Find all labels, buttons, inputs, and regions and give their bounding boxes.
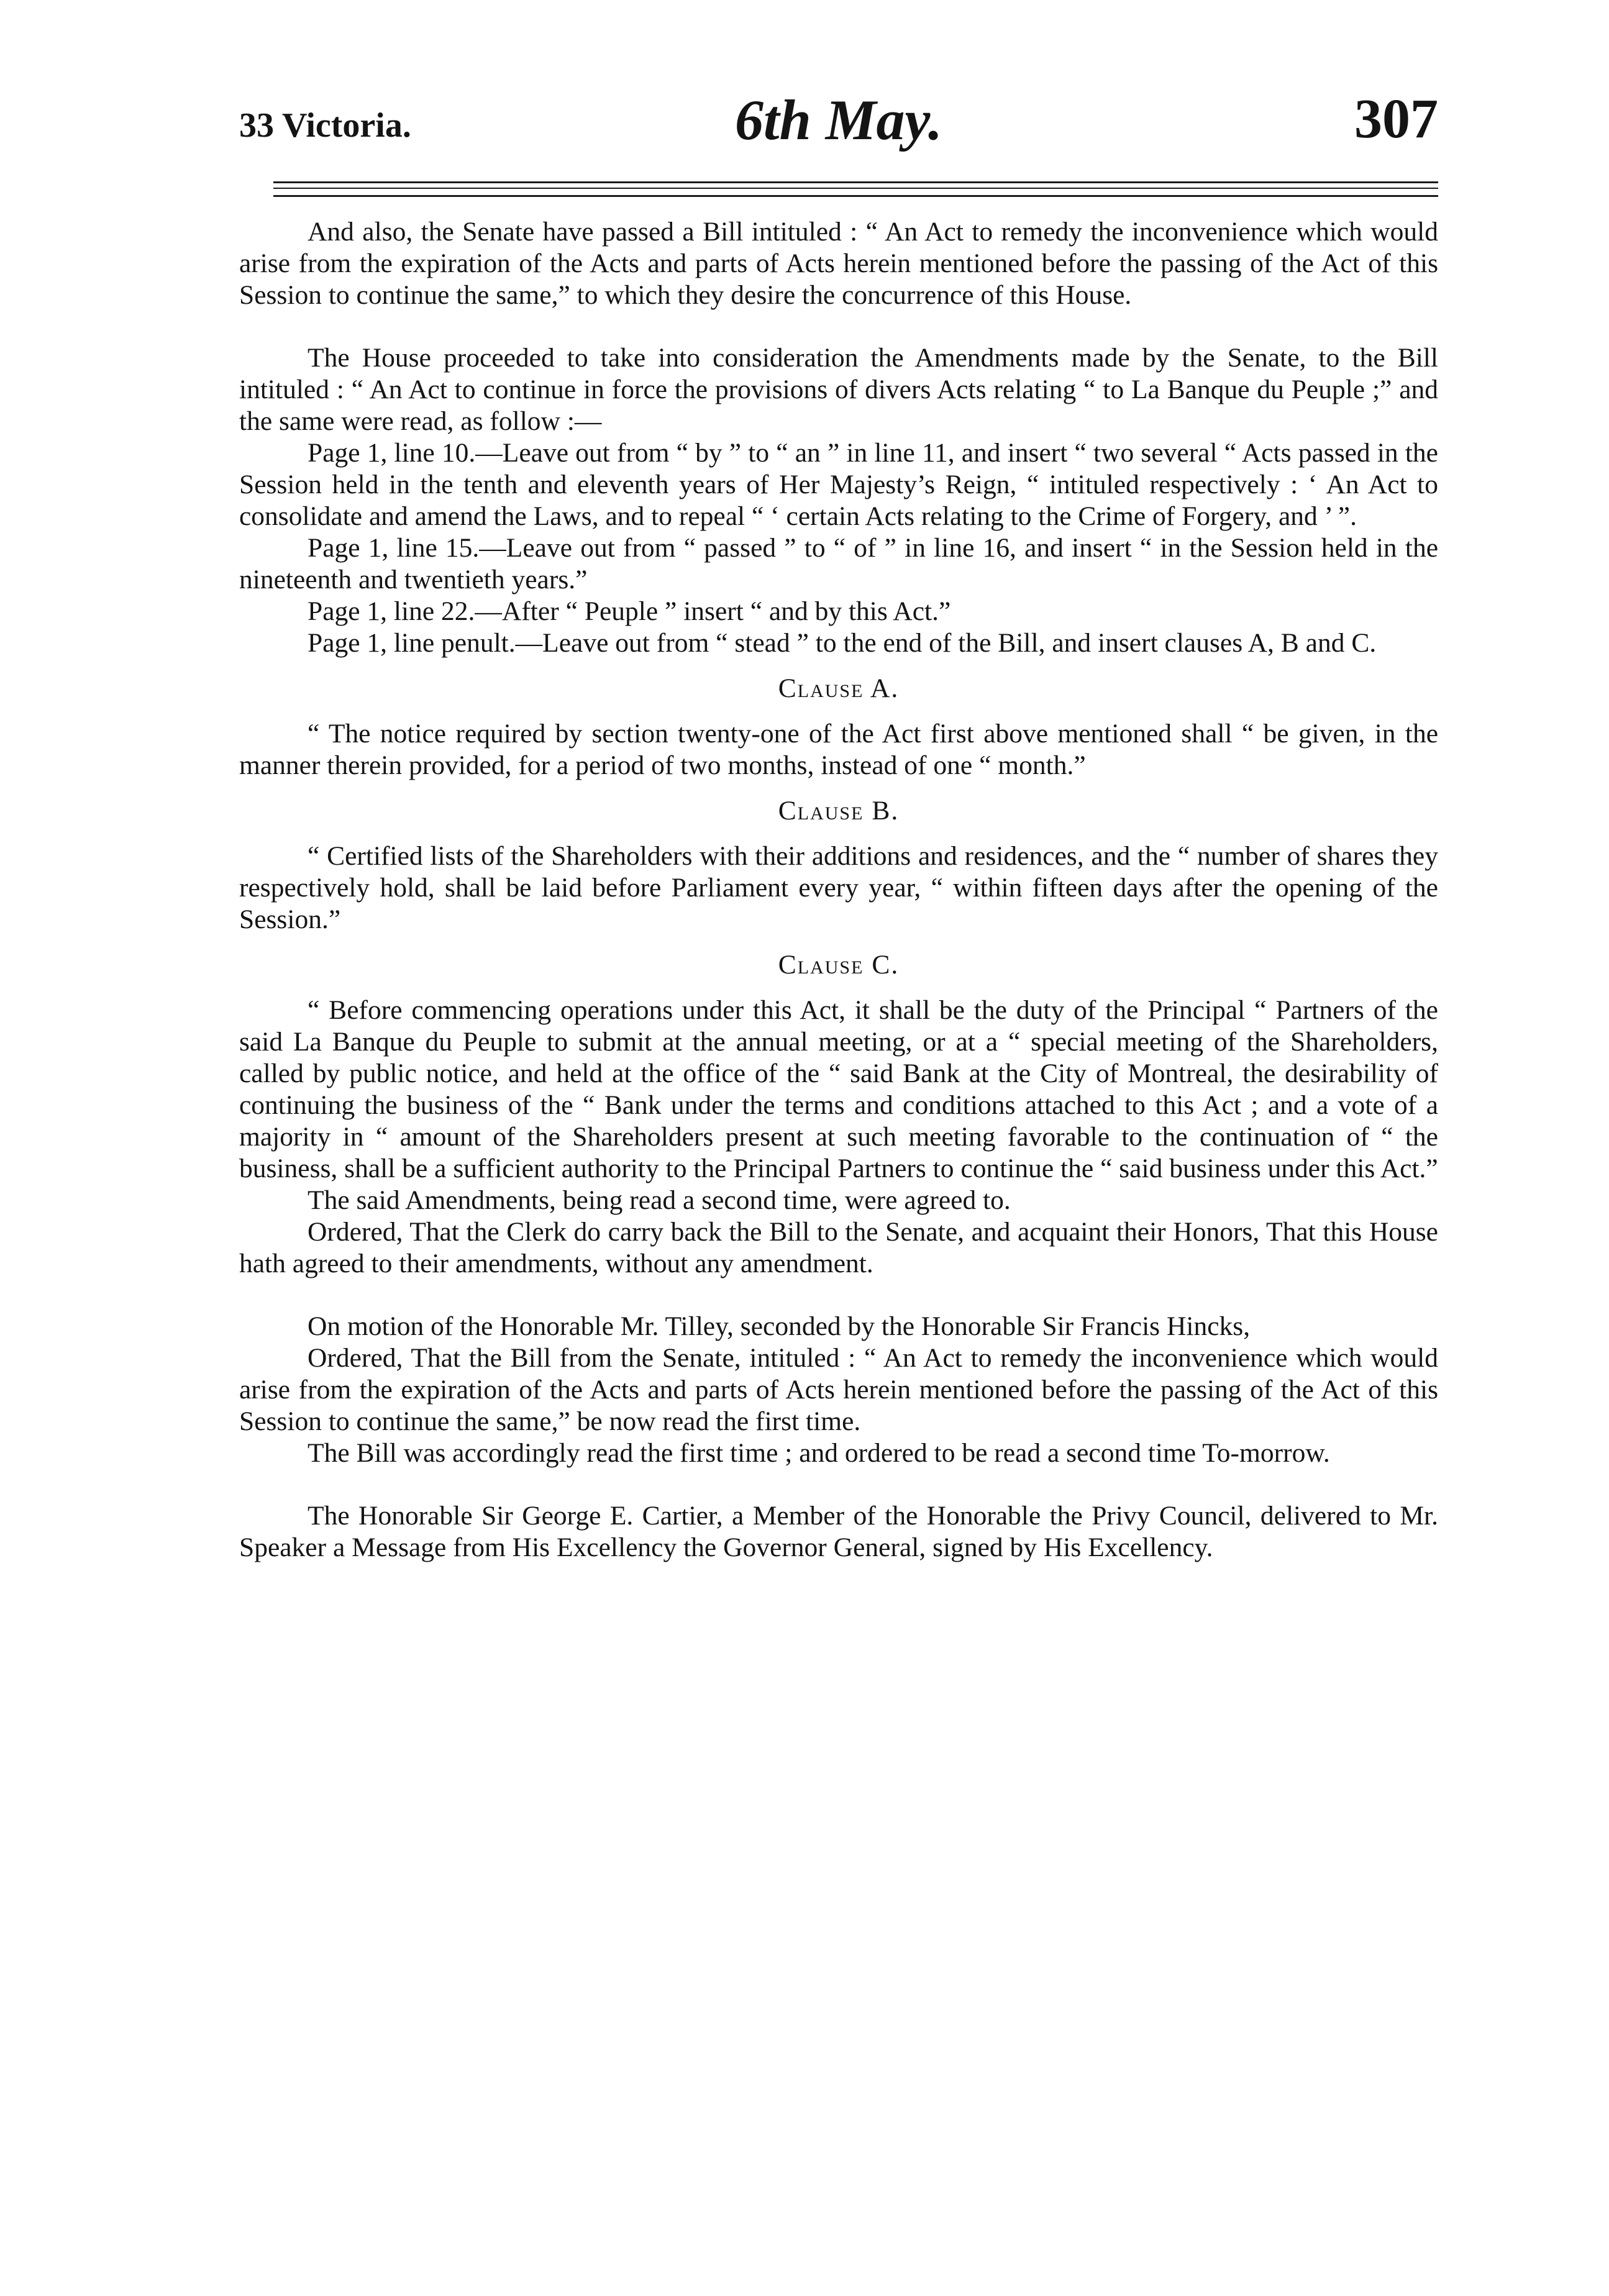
amendment-line-15: Page 1, line 15.—Leave out from “ passed ” to “ of ” in line 16, and insert “ in the Session held in the nineteenth and twentieth years.”	[239, 533, 1438, 594]
paragraph-senate-bill: And also, the Senate have passed a Bill intituled : “ An Act to remedy the inconvenience which would arise from the expiration of the Acts and parts of Acts herein mentioned before the passing of the Act of this Session to continue the same,” to which they desire the concurrence of this House.	[239, 217, 1438, 310]
paragraph-read-first-time: The Bill was accordingly read the first time ; and ordered to be read a second time To-morrow.	[308, 1438, 1330, 1468]
clause-a-heading: Clause A.	[778, 673, 900, 703]
amendment-line-22: Page 1, line 22.—After “ Peuple ” insert “ and by this Act.”	[308, 596, 951, 626]
paragraph-ordered-first-reading: Ordered, That the Bill from the Senate, intituled : “ An Act to remedy the inconvenience which would arise from the expiration of the Acts and parts of Acts herein mentioned before the passing of the Act of this Session to continue the same,” be now read the first time.	[239, 1343, 1438, 1436]
header-rule	[273, 181, 1438, 183]
regnal-year: 33 Victoria.	[239, 106, 411, 145]
paragraph-agreed: The said Amendments, being read a second time, were agreed to.	[308, 1185, 1011, 1215]
clause-c-text: “ Before commencing operations under this Act, it shall be the duty of the Principal “ Partners of the said La Banque du Peuple to submit at the annual meeting, or at a “ special meeting of the Shareholders, called by public notice, and held at the office of the “ said Bank at the City of Montreal, the desirability of continuing the business of the “ Bank under the terms and conditions attached to this Act ; and a vote of a majority in “ amount of the Shareholders present at such meeting favorable to the continuation of “ the business, shall be a sufficient authority to the Principal Partners to continue the “ said business under this Act.”	[239, 995, 1438, 1183]
header-rule	[273, 188, 1438, 189]
page-date: 6th May.	[735, 88, 942, 152]
paragraph-motion: On motion of the Honorable Mr. Tilley, seconded by the Honorable Sir Francis Hincks,	[308, 1311, 1251, 1341]
page-header	[239, 87, 1438, 162]
clause-c-heading: Clause C.	[778, 950, 900, 980]
page-number: 307	[1354, 88, 1438, 150]
paragraph-ordered-clerk: Ordered, That the Clerk do carry back the Bill to the Senate, and acquaint their Honors, That this House hath agreed to their amendments, without any amendment.	[239, 1217, 1438, 1278]
amendment-line-10: Page 1, line 10.—Leave out from “ by ” to “ an ” in line 11, and insert “ two several “ Acts passed in the Session held in the tenth and eleventh years of Her Majesty’s Reign, “ intituled respectively : ‘ An Act to consolidate and amend the Laws, and to repeal “ ‘ certain Acts relating to the Crime of Forgery, and ’ ”.	[239, 438, 1438, 531]
paragraph-message-delivered: The Honorable Sir George E. Cartier, a Member of the Honorable the Privy Council, delivered to Mr. Speaker a Message from His Excellency the Governor General, signed by His Excellency.	[239, 1501, 1438, 1562]
clause-a-text: “ The notice required by section twenty-one of the Act first above mentioned shall “ be given, in the manner therein provided, for a period of two months, instead of one “ month.”	[239, 719, 1438, 780]
amendment-line-penult: Page 1, line penult.—Leave out from “ stead ” to the end of the Bill, and insert clauses A, B and C.	[308, 628, 1377, 658]
paragraph-amendments-intro: The House proceeded to take into consideration the Amendments made by the Senate, to the Bill intituled : “ An Act to continue in force the provisions of divers Acts relating “ to La Banque du Peuple ;” and the same were read, as follow :—	[239, 343, 1438, 436]
clause-b-text: “ Certified lists of the Shareholders with their additions and residences, and the “ number of shares they respectively hold, shall be laid before Parliament every year, “ within fifteen days after the opening of the Session.”	[239, 841, 1438, 934]
clause-b-heading: Clause B.	[778, 796, 900, 826]
header-rule	[273, 195, 1438, 197]
page-body	[239, 216, 1438, 1564]
